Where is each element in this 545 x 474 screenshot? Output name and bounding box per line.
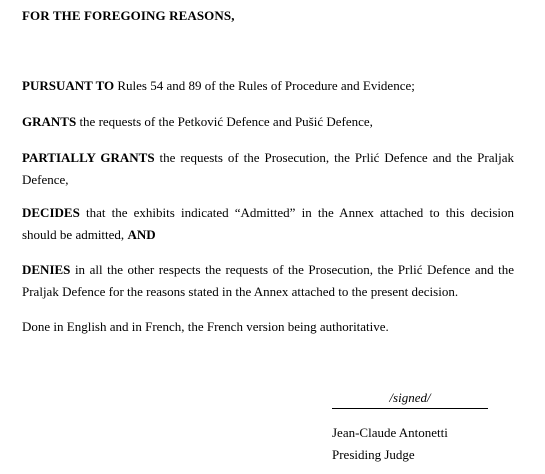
pursuant-text: Rules 54 and 89 of the Rules of Procedure and Evidence; [114,78,415,93]
pursuant-keyword: PURSUANT TO [22,78,115,93]
grants-keyword: GRANTS [22,114,77,129]
done-paragraph [22,316,514,338]
grants-paragraph [22,111,514,133]
decides-text: that the exhibits indicated “Admitted” in the Annex attached to this decision should be admitted, [22,205,514,242]
partially-grants-text: the requests of the Prosecution, the Prlić Defence and the Praljak Defence, [22,150,514,187]
denies-paragraph [22,259,514,303]
denies-text: in all the other respects the requests of the Prosecution, the Prlić Defence and the Praljak Defence for the reasons stated in the Annex attached to the present decision. [22,262,514,299]
signature-block [332,388,488,409]
decides-paragraph [22,202,514,246]
judge-name: Jean-Claude Antonetti [332,425,448,440]
pursuant-paragraph [22,75,514,97]
document-heading: FOR THE FOREGOING REASONS, [22,8,235,23]
denies-keyword: DENIES [22,262,71,277]
decides-and-keyword: AND [127,227,156,242]
signature-line: /signed/ [332,388,488,409]
judge-title: Presiding Judge [332,447,415,462]
done-text: Done in English and in French, the French version being authoritative. [22,319,389,334]
partially-grants-paragraph [22,147,514,191]
decides-keyword: DECIDES [22,205,80,220]
grants-text: the requests of the Petković Defence and Pušić Defence, [76,114,373,129]
partially-grants-keyword: PARTIALLY GRANTS [22,150,155,165]
